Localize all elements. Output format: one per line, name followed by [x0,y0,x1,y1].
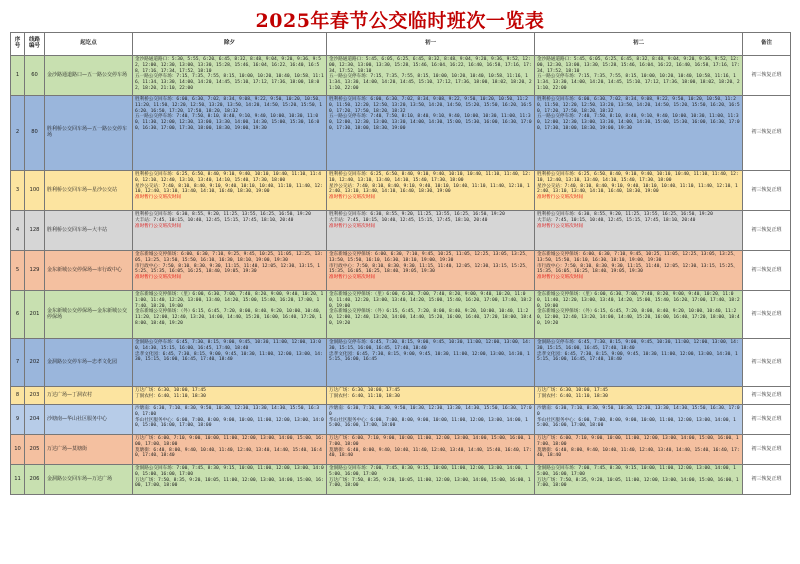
schedule-line: 莫塘街：6:40、8:00、9:40、10:40、11:40、12:40、13:40、14:40、15:40、16:40、17:40、18:40 [537,447,740,459]
note-cell: 初三恢复正班 [743,251,791,291]
schedule-notice: 准时暂行公交班次时间 [329,275,375,281]
schedule-cell-chu2 [535,405,743,435]
line-number: 128 [25,211,45,251]
schedule-cell-chuxi [133,251,327,291]
note-cell: 初三恢复正班 [743,465,791,495]
row-number: 1 [11,56,25,96]
line-number: 201 [25,291,45,339]
schedule-line: 胜利桥公交回车场：6:00、6:30、7:02、8:34、9:08、9:22、9:50、10:20、10:50、11:20、11:50、12:20、12:50、13:20、13:50、14:20、14:50、15:20、15:50、16:20、16:50、17:20、17:50、18:20、18:32 [135,97,323,114]
note-cell: 初三恢复正班 [743,211,791,251]
schedule-cell-chu1 [327,405,535,435]
line-number: 60 [25,56,45,96]
note-cell: 初三恢复正班 [743,56,791,96]
schedule-line: 金东新城公交停保场：（外）6:15、6:45、7:20、8:00、8:40、9:20、10:00、10:40、11:20、12:00、12:40、13:20、14:00、14:40、15:20、16:00、16:40、17:20、18:00、18:40、19:20 [537,309,740,326]
schedule-line: 五一路公交停车场：7:15、7:35、7:55、8:15、10:00、10:20、10:40、10:58、11:16、11:34、13:30、14:00、14:20、14:45、15:10、17:12、17:36、18:00、18:02、18:20、21:10、22:00 [329,74,532,91]
row-number: 8 [11,387,25,405]
route-cell: 金东新城公交停保场—金东新城公交停保场 [45,291,133,339]
header-no: 序号 [11,33,25,56]
schedule-line: 莫塘街：6:40、8:00、9:40、10:40、11:40、12:40、13:40、14:40、15:40、16:40、17:40、18:40 [329,447,532,459]
schedule-line: 胜利桥公交回车场：6:25、6:50、8:40、9:10、9:40、10:10、10:40、11:10、11:40、12:10、12:40、13:10、13:40、14:10、15:40、17:30、18:00 [329,172,531,183]
schedule-line: 忠孝文化园：6:45、7:30、8:15、9:00、9:45、10:30、11:00、12:00、13:00、14:30、15:15、16:00、16:45、17:40、18:40 [135,351,323,363]
table-row [11,171,791,211]
schedule-cell-chuxi [133,56,327,96]
header-note: 备注 [743,33,791,56]
row-number: 5 [11,251,25,291]
schedule-line: 金东新城公交停保场：（里）6:00、6:30、7:00、7:40、8:20、9:00、9:40、10:20、11:00、11:40、12:20、13:00、13:40、14:20、15:00、15:40、16:20、17:00、17:40、18:20、19:00 [329,292,532,309]
note-cell: 初三恢复正班 [743,96,791,171]
schedule-cell-chu2 [535,56,743,96]
row-number: 11 [11,465,25,495]
route-cell: 金东新城公交停保场—市行政中心 [45,251,133,291]
schedule-line: 五一路公交停车场：7:15、7:35、7:55、8:15、10:00、10:20、10:40、10:58、11:16、11:34、13:30、14:00、14:20、14:45、15:10、17:12、17:36、18:00、18:02、18:20、21:10、22:00 [135,74,324,91]
schedule-line: 沙塘南：6:30、7:10、8:30、9:50、10:30、12:30、13:30、14:30、15:50、16:30、17:00 [329,406,532,417]
header-route: 起讫点 [45,33,133,56]
schedule-cell-chu1 [327,387,535,405]
schedule-line: 胜利桥公交回车场：6:00、6:30、7:02、8:34、9:08、9:22、9:50、10:20、10:50、11:20、11:50、12:20、12:50、13:20、13:50、14:20、14:50、15:20、15:50、16:20、16:50、17:20、17:50、18:20、18:32 [537,97,740,114]
header-chuxi: 除夕 [133,33,327,56]
schedule-cell-chu1 [327,291,535,339]
table-row [11,56,791,96]
schedule-cell-chuxi [133,465,327,495]
schedule-cell-chu1 [327,56,535,96]
schedule-line: 金东新城公交停保场：6:00、6:30、7:10、9:25、9:45、10:25、11:05、12:25、13:05、13:25、13:50、15:50、16:10、16:30、18:10、19:00、19:30 [135,252,323,263]
schedule-line: 金东新城公交停保场：（里）6:00、6:30、7:00、7:40、8:20、9:00、9:40、10:20、11:00、11:40、12:20、13:00、13:40、14:20、15:00、15:40、16:20、17:00、17:40、18:20、19:00 [537,292,740,309]
schedule-cell-chu2 [535,96,743,171]
schedule-line: 沙塘南：6:30、7:10、8:30、9:50、10:30、12:30、13:30、14:30、15:50、16:30、17:00 [537,406,740,417]
schedule-table [10,32,791,495]
schedule-line: 万达广场：7:50、8:35、9:20、10:05、11:00、12:00、13:00、14:00、15:00、16:00、17:00、18:00 [329,477,531,489]
schedule-notice: 准时暂行公交班次时间 [537,275,583,281]
schedule-line: 华山社区服务中心：6:00、7:00、8:00、9:00、10:00、11:00、12:00、13:00、14:00、15:00、16:00、17:00、18:00 [537,417,736,429]
schedule-line: 华山社区服务中心：6:00、7:00、8:00、9:00、10:00、11:00、12:00、13:00、14:00、15:00、16:00、17:00、18:00 [329,417,528,429]
schedule-line: 万达广场：6:30、10:00、17:45 [135,388,206,393]
schedule-line: 丁洞农村：6:40、11:10、18:30 [135,393,206,399]
header-chu2: 初二 [535,33,743,56]
line-number: 80 [25,96,45,171]
line-number: 202 [25,339,45,387]
schedule-cell-chu2 [535,291,743,339]
schedule-cell-chu2 [535,171,743,211]
header-chu1: 初一 [327,33,535,56]
schedule-line: 五一路公交停车场：7:15、7:35、7:55、8:15、10:00、10:20、10:40、10:58、11:16、11:34、13:30、14:00、14:20、14:45、15:10、17:12、17:36、18:00、18:02、18:20、21:10、22:00 [537,74,740,91]
schedule-line: 市行政中心：7:50、8:10、8:30、9:30、11:15、11:40、12:05、12:30、13:15、15:25、15:35、16:05、16:25、18:40、19:05、19:30 [135,263,321,275]
schedule-line: 万达广场：6:30、10:00、17:45 [537,388,608,393]
table-row [11,387,791,405]
row-number: 6 [11,291,25,339]
header-row [11,33,791,56]
route-cell: 金洞路公交停车场—忠孝文化园 [45,339,133,387]
route-cell: 沙塘南—华山社区服务中心 [45,405,133,435]
note-cell: 初三恢复正班 [743,387,791,405]
schedule-line: 市行政中心：7:50、8:10、8:30、9:30、11:15、11:40、12:05、12:30、13:15、15:25、15:35、16:05、16:25、18:40、19:05、19:30 [329,263,530,275]
schedule-line: 万达广场：6:30、10:00、17:45 [329,388,400,393]
schedule-cell-chuxi [133,96,327,171]
schedule-line: 金洞路公交回车场：7:00、7:45、8:30、9:15、10:00、11:00、12:00、13:00、14:00、15:00、16:00、17:00 [329,466,528,477]
line-number: 203 [25,387,45,405]
schedule-line: 金东新城公交停保场：（里）6:00、6:30、7:00、7:40、8:20、9:00、9:40、10:20、11:00、11:40、12:20、13:00、13:40、14:20、15:00、15:40、16:20、17:00、17:40、18:20、19:00 [135,292,324,309]
schedule-line: 大丰站：7:45、10:15、10:40、12:45、15:15、17:45、18:10、20:40 [537,217,696,223]
schedule-notice: 准时暂行公交班次时间 [135,275,181,281]
page-title: 2025年春节公交临时班次一览表 [255,10,545,32]
schedule-line: 沙塘南：6:30、7:10、8:30、9:50、10:30、12:30、13:30、14:30、15:50、16:30、17:00 [135,406,320,417]
note-cell: 初三恢复正班 [743,339,791,387]
schedule-line: 金洞路公交回车场：7:00、7:45、8:30、9:15、10:00、11:00、12:00、13:00、14:00、15:00、16:00、17:00 [135,466,324,477]
route-cell: 金洞路公交回车场—万达广场 [45,465,133,495]
row-number: 7 [11,339,25,387]
row-number: 9 [11,405,25,435]
table-row [11,96,791,171]
table-row [11,251,791,291]
row-number: 10 [11,435,25,465]
schedule-line: 金沙路通道路口：5:45、6:05、6:25、6:45、8:32、8:48、9:04、9:20、9:36、9:52、12:00、12:30、13:00、13:30、15:28、15:46、16:04、16:22、16:40、16:58、17:16、17:34、17:52、18:10 [537,57,740,74]
schedule-line: 万达广场：6:00、7:10、9:00、10:00、11:00、12:00、13:00、14:00、15:00、16:00、17:00、18:00 [135,436,324,447]
schedule-line: 星沙公交站：7:40、8:10、8:40、9:10、9:40、10:10、10:40、11:10、11:40、12:10、12:40、13:10、13:40、14:10、16:40、18:30、19:00 [537,183,738,195]
schedule-notice: 准时暂行公交班次时间 [329,223,375,229]
schedule-line: 金东新城公交停保场：（外）6:15、6:45、7:20、8:00、8:40、9:20、10:00、10:40、11:20、12:00、12:40、13:20、14:00、14:40、15:20、16:00、16:40、17:20、18:00、18:40、19:20 [329,309,532,326]
schedule-line: 金洞路公交回车场：7:00、7:45、8:30、9:15、10:00、11:00、12:00、13:00、14:00、15:00、16:00、17:00 [537,466,736,477]
schedule-cell-chu2 [535,435,743,465]
schedule-notice: 准时暂行公交班次时间 [537,195,583,201]
table-row [11,465,791,495]
schedule-line: 忠孝文化园：6:45、7:30、8:15、9:00、9:45、10:30、11:00、12:00、13:00、14:30、15:15、16:00、16:45 [329,351,530,363]
schedule-cell-chu1 [327,465,535,495]
schedule-cell-chuxi [133,339,327,387]
schedule-cell-chu2 [535,339,743,387]
schedule-line: 大丰站：7:45、10:15、10:40、12:45、15:15、17:45、18:10、20:40 [329,217,488,223]
line-number: 205 [25,435,45,465]
schedule-line: 万达广场：6:00、7:10、9:00、10:00、11:00、12:00、13:00、14:00、15:00、16:00、17:00、18:00 [537,436,739,447]
schedule-cell-chuxi [133,171,327,211]
schedule-notice: 准时暂行公交班次时间 [329,195,375,201]
route-cell: 万达广场—丁洞农村 [45,387,133,405]
schedule-line: 丁洞农村：6:40、11:10、18:30 [329,393,400,399]
schedule-line: 金东新城公交停保场：6:00、6:30、7:10、9:45、10:25、11:05、12:25、13:05、13:25、13:50、15:50、16:10、16:30、18:10、19:00、19:30 [329,252,530,263]
line-number: 100 [25,171,45,211]
schedule-line: 万达广场：7:50、8:35、9:20、10:05、11:00、12:00、13:00、14:00、15:00、16:00、17:00、18:00 [537,477,739,489]
schedule-line: 胜利桥公交回车场：6:25、6:50、8:40、9:10、9:40、10:10、10:40、11:10、11:40、12:10、12:40、13:10、13:40、14:10、15:40、17:30、18:00 [135,172,321,183]
schedule-line: 胜利桥公交回车场：6:00、6:30、7:02、8:34、9:08、9:22、9:50、10:20、10:50、11:20、11:50、12:20、12:50、13:20、13:50、14:20、14:50、15:20、15:50、16:20、16:50、17:20、17:50、18:20、18:32 [329,97,532,114]
schedule-cell-chu1 [327,435,535,465]
schedule-line: 胜利桥公交回车场：6:25、6:50、8:40、9:10、9:40、10:10、10:40、11:10、11:40、12:10、12:40、13:10、13:40、14:10、15:40、17:30、18:00 [537,172,739,183]
row-number: 3 [11,171,25,211]
table-row [11,435,791,465]
schedule-line: 金东新城公交停保场：6:00、6:30、7:10、9:45、10:25、11:05、12:25、13:05、13:25、13:50、15:50、16:10、16:30、18:10、19:00、19:30 [537,252,738,263]
schedule-line: 胜利桥公交回车场：6:30、8:55、9:20、11:25、13:55、16:25、16:50、19:20 [537,212,713,217]
schedule-line: 胜利桥公交回车场：6:30、8:55、9:20、11:25、13:55、16:25、16:50、19:20 [329,212,505,217]
row-number: 2 [11,96,25,171]
note-cell: 初三恢复正班 [743,171,791,211]
schedule-line: 万达广场：7:50、8:35、9:20、10:05、11:00、12:00、13:00、14:00、15:00、16:00、17:00、18:00 [135,477,324,489]
route-cell: 金沙路通道路口—五一路公交停车场 [45,56,133,96]
schedule-line: 金洞路公交停车场：6:45、7:30、8:15、9:00、9:45、10:30、11:00、12:00、13:00、14:30、15:15、16:00、16:45、17:40、18:40 [329,340,531,351]
schedule-line: 金洞路公交停车场：6:45、7:30、8:15、9:00、9:45、10:30、11:00、12:00、13:00、14:30、15:15、16:00、16:45、17:40、18:40 [537,340,739,351]
schedule-notice: 准时暂行公交班次时间 [537,223,583,229]
row-number: 4 [11,211,25,251]
schedule-line: 胜利桥公交回车场：6:30、8:55、9:20、11:25、13:55、16:25、16:50、19:20 [135,212,311,217]
schedule-cell-chu2 [535,211,743,251]
schedule-line: 五一路公交停车场：7:40、7:50、8:10、8:40、9:10、9:40、10:00、10:30、11:00、11:30、12:00、12:30、13:00、13:30、14:00、14:30、15:00、15:30、16:00、16:30、17:00、17:30、18:00、18:30、19:00、19:30 [537,114,740,131]
schedule-line: 金洞路公交停车场：6:45、7:30、8:15、9:00、9:45、10:30、11:00、12:00、13:00、14:30、15:15、16:00、16:45、17:40、18:40 [135,340,321,351]
note-cell: 初三恢复正班 [743,291,791,339]
schedule-cell-chu2 [535,387,743,405]
schedule-notice: 准时暂行公交班次时间 [135,223,181,229]
schedule-line: 星沙公交站：7:40、8:10、8:40、9:10、9:40、10:10、10:40、11:10、11:40、12:10、12:40、13:10、13:40、14:10、16:40、18:30、19:00 [329,183,530,195]
schedule-cell-chu1 [327,211,535,251]
line-number: 204 [25,405,45,435]
schedule-cell-chu2 [535,465,743,495]
table-row [11,291,791,339]
route-cell: 万达广场—莫塘街 [45,435,133,465]
schedule-cell-chuxi [133,291,327,339]
schedule-line: 丁洞农村：6:40、11:10、18:30 [537,393,608,399]
header-line: 线路编号 [25,33,45,56]
schedule-cell-chuxi [133,405,327,435]
line-number: 206 [25,465,45,495]
schedule-cell-chuxi [133,211,327,251]
schedule-line: 五一路公交停车场：7:40、7:50、8:10、8:40、9:10、9:40、10:00、10:30、11:00、11:30、12:00、12:30、13:00、13:30、14:00、14:30、15:00、15:30、16:00、16:30、17:00、17:30、18:00、18:30、19:00、19:30 [135,114,320,131]
schedule-cell-chu1 [327,251,535,291]
note-cell: 初三恢复正班 [743,405,791,435]
route-cell: 胜利桥公交回车场—大丰站 [45,211,133,251]
table-row [11,339,791,387]
schedule-line: 市行政中心：7:50、8:10、8:30、9:30、11:15、11:40、12:05、12:30、13:15、15:25、15:35、16:05、16:25、18:40、19:05、19:30 [537,263,738,275]
line-number: 129 [25,251,45,291]
schedule-line: 莫塘街：6:40、8:00、9:40、10:40、11:40、12:40、13:40、14:40、15:40、16:40、17:40、18:40 [135,447,322,459]
table-row [11,405,791,435]
schedule-cell-chuxi [133,387,327,405]
schedule-cell-chu2 [535,251,743,291]
schedule-line: 星沙公交站：7:40、8:10、8:40、9:10、9:40、10:10、10:40、11:10、11:40、12:10、12:40、13:10、13:40、14:10、16:40、18:30、19:00 [135,183,323,195]
schedule-cell-chu1 [327,339,535,387]
table-row [11,211,791,251]
schedule-cell-chu1 [327,96,535,171]
note-cell: 初三恢复正班 [743,435,791,465]
schedule-line: 万达广场：6:00、7:10、9:00、10:00、11:00、12:00、13:00、14:00、15:00、16:00、17:00、18:00 [329,436,531,447]
schedule-cell-chuxi [133,435,327,465]
schedule-line: 忠孝文化园：6:45、7:30、8:15、9:00、9:45、10:30、11:00、12:00、13:00、14:30、15:15、16:00、16:45、17:40、18:40 [537,351,738,363]
schedule-line: 金沙路通道路口：5:30、5:55、6:20、6:45、8:32、8:48、9:04、9:20、9:36、9:52、12:00、12:30、13:00、13:30、15:28、15:46、16:04、16:22、16:40、16:58、17:16、17:34、17:52、18:10 [135,57,321,74]
schedule-line: 金东新城公交停保场：（外）6:15、6:45、7:20、8:00、8:40、9:20、10:00、10:40、11:20、12:00、12:40、13:20、14:00、14:40、15:20、16:00、16:40、17:20、18:00、18:40、19:20 [135,309,324,326]
schedule-notice: 准时暂行公交班次时间 [135,195,181,201]
route-cell: 胜利桥公交回车场—星沙公交站 [45,171,133,211]
route-cell: 胜利桥公交回车场—五一路公交停车场 [45,96,133,171]
schedule-line: 金沙路通道路口：5:45、6:05、6:25、6:45、8:32、8:48、9:04、9:20、9:36、9:52、12:00、12:30、13:00、13:30、15:28、15:46、16:04、16:22、16:40、16:58、17:16、17:34、17:52、18:10 [329,57,532,74]
schedule-line: 五一路公交停车场：7:40、7:50、8:10、8:40、9:10、9:40、10:00、10:30、11:00、11:30、12:00、12:30、13:00、13:30、14:00、14:30、15:00、15:30、16:00、16:30、17:00、17:30、18:00、18:30、19:00 [329,114,532,131]
table-body [11,56,791,495]
schedule-line: 华山社区服务中心：6:00、7:00、8:00、9:00、10:00、11:00、12:00、13:00、14:00、15:00、16:00、17:00、18:00 [135,417,324,429]
schedule-line: 大丰站：7:45、10:15、10:40、12:45、15:15、17:45、18:10、20:40 [135,217,294,223]
schedule-cell-chu1 [327,171,535,211]
